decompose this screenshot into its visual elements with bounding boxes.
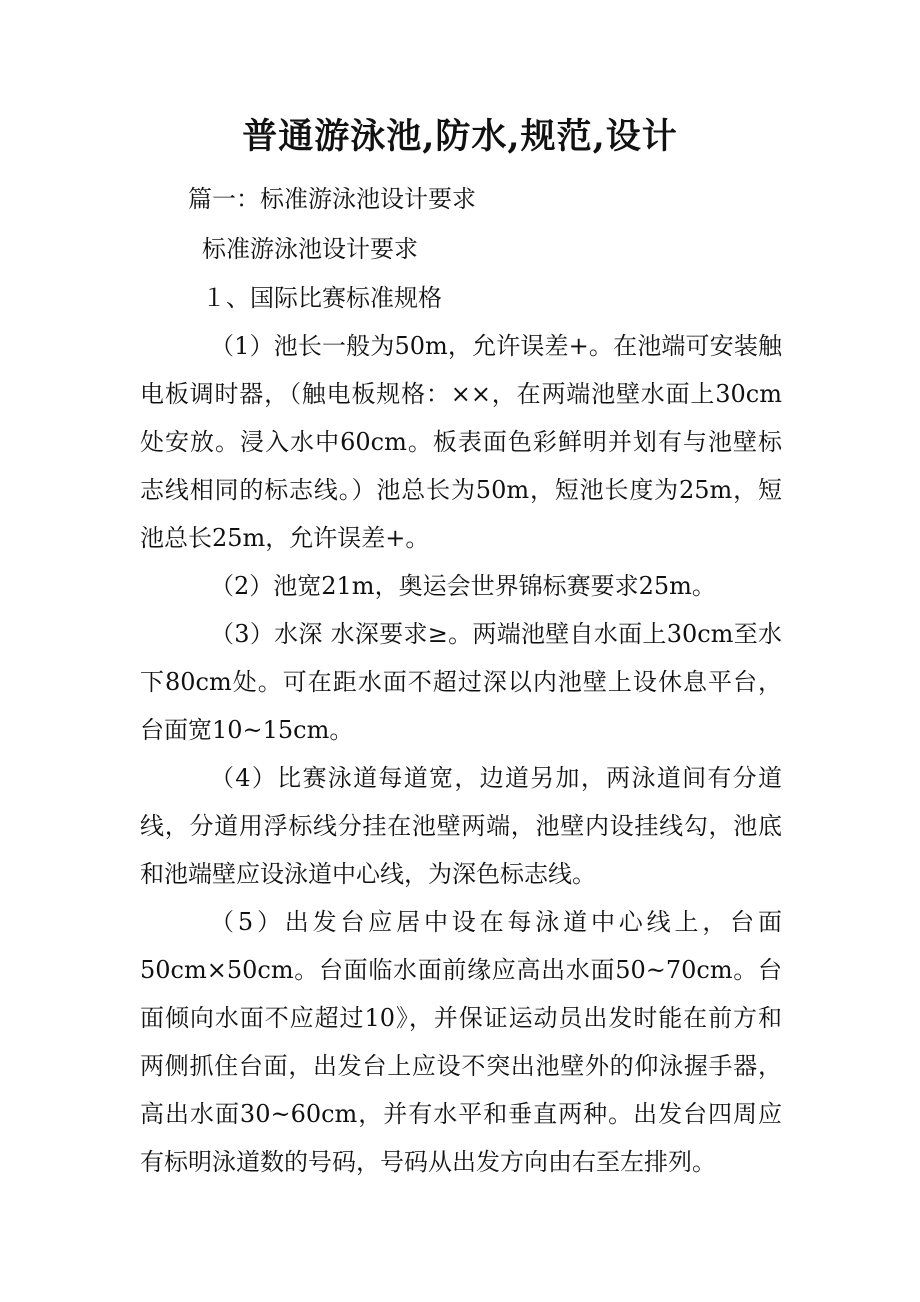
section-heading: 篇一：标准游泳池设计要求 bbox=[188, 185, 476, 213]
item-heading: １、国际比赛标准规格 bbox=[202, 284, 442, 312]
paragraph-5: （5）出发台应居中设在每泳道中心线上，台面50cm×50cm。台面临水面前缘应高出水面50~70cm。台面倾向水面不应超过10》，并保证运动员出发时能在前方和两侧抓住台面，出发台上应设不突出池壁外的仰泳握手器，高出水面30~60cm，并有水平和垂直两种。出发台四周应有标明泳道数的号码，号码从出发方向由右至左排列。 bbox=[140, 908, 782, 1176]
subheading: 标准游泳池设计要求 bbox=[202, 235, 418, 263]
document-title: 普通游泳池,防水,规范,设计 bbox=[242, 116, 678, 157]
body-text bbox=[140, 322, 782, 1186]
paragraph-2: （2）池宽21m，奥运会世界锦标赛要求25m。 bbox=[210, 572, 716, 600]
paragraph-4: （4）比赛泳道每道宽，边道另加，两泳道间有分道线，分道用浮标线分挂在池壁两端，池壁内设挂线勾，池底和池端壁应设泳道中心线，为深色标志线。 bbox=[140, 764, 782, 888]
paragraph-1: （1）池长一般为50m，允许误差+。在池端可安装触电板调时器，（触电板规格：××，在两端池壁水面上30cm处安放。浸入水中60cm。板表面色彩鲜明并划有与池壁标志线相同的标志线。）池总长为50m，短池长度为25m，短池总长25m，允许误差+。 bbox=[140, 332, 782, 552]
paragraph-3: （3）水深 水深要求≥。两端池壁自水面上30cm至水下80cm处。可在距水面不超过深以内池壁上设休息平台，台面宽10~15cm。 bbox=[140, 620, 782, 744]
